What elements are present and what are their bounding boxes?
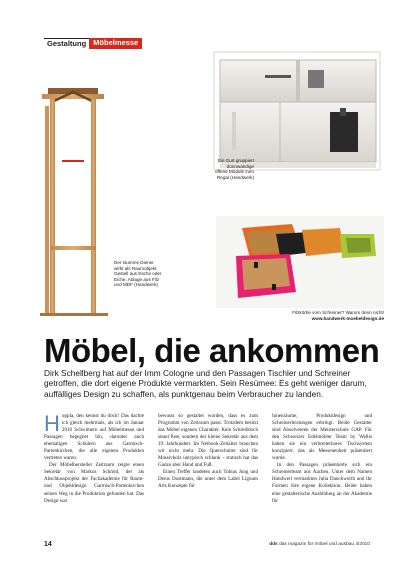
article-headline: Möbel, die ankommen [44,332,380,369]
paragraph: Innenräume, Produktdesign und Schreinerleistungen erbringt. Beide Gestalter sind Absolventen der Meisterschule GAP. Für den Schweizer Edelmöbler Team by Wellis haben sie ein verbreiterbares Tischsystem konzipiert, das als Messeneuheit präsentiert wurde. [272,413,372,462]
baskets-caption: Filzkörbe vom Schreiner? Warum denn nicht! www.handwerk-moebeldesign.de [262,310,384,321]
column-3 [272,413,372,505]
felt-baskets-photo [216,216,384,308]
magazine-issue: das magazin für möbel und ausbau 4/2010 [279,542,370,547]
website-link[interactable]: www.handwerk-moebeldesign.de [311,315,384,321]
paragraph: bewusst so gestaltet worden, dass es zum Programm von Zeitraum passt. Trotzdem besitzt das Möbel eigenen Charakter. Kein Schreibtisch stand Pate, sondern der kleine Sekretär aus dem 19. Jahrhundert. Im Netbook-Zeitalter brauchen wir nicht mehr. Die Querschnitte sind für Massivholz untypisch schlank – statisch hat das Ganze aber Hand und Fuß. [158,413,258,469]
column-1 [44,413,144,505]
page-number: 14 [44,541,52,548]
valet-stand-photo [40,88,108,316]
footer-magazine [269,542,370,547]
subsection-label: Möbelmesse [89,38,142,49]
paragraph: Der Möbelhersteller Zeitraum zeigte einen Sekretär von Markus Schmid, der als Abschlussprojekt der Fachakademie für Raum- und Objektdesign Garmisch-Partenkirchen seinen Weg in die Produktion gefunden hat. Das Design war [44,462,144,504]
product-photos [40,48,384,321]
paragraph: In den Passagen präsentierte sich ein Schreinerteam aus Aachen. Unter dem Namen Handwerl vermarkten Julia Danckworth und Ihr Formen ihre eigene Kollektion. Beide haben eine gestalterische Ausbildung an der Akademie für [272,462,372,504]
paragraph: Einen Treffer landeten auch Tobias Jung und Denis Dostmann, die unter dem Label Lignum Arts Konzepte für [158,469,258,490]
valet-caption: Der stumme Diener wirkt als Raumobjekt. Gestell aus Esche oder Eiche, Ablage aus Filz und MDF (Handwerk) [114,260,162,288]
furniture-illustration [40,48,384,318]
section-label: Gestaltung [44,38,89,49]
shelf-caption: Ein Gurt gruppiert dünnwandige offene Module zum Regal (Handwerk) [215,158,254,180]
magazine-name: dds [269,542,278,547]
column-2 [158,413,258,491]
drop-cap: H [44,411,60,436]
paragraph: oppla, den kennst du doch! Das dachte ich gleich mehrmals, als ich im Januar 2010 Schwimern auf Möbelmesse und Passagen begegnet bin, darunter auch ehemaligen Schülern aus Garmisch-Partenkirchen, die alle eigenen Produkten vertreten waren. [44,413,144,462]
article-lead: Dirk Schellberg hat auf der Imm Cologne und den Passagen Tischler und Schreiner getroffen, die dort eigene Produkte vermarkten. Sein Resümee: Es geht weniger darum, auffälliges Design zu schaffen, als punktgenau beim Verbraucher zu landen. [44,368,367,399]
shelf-photo [214,52,380,170]
